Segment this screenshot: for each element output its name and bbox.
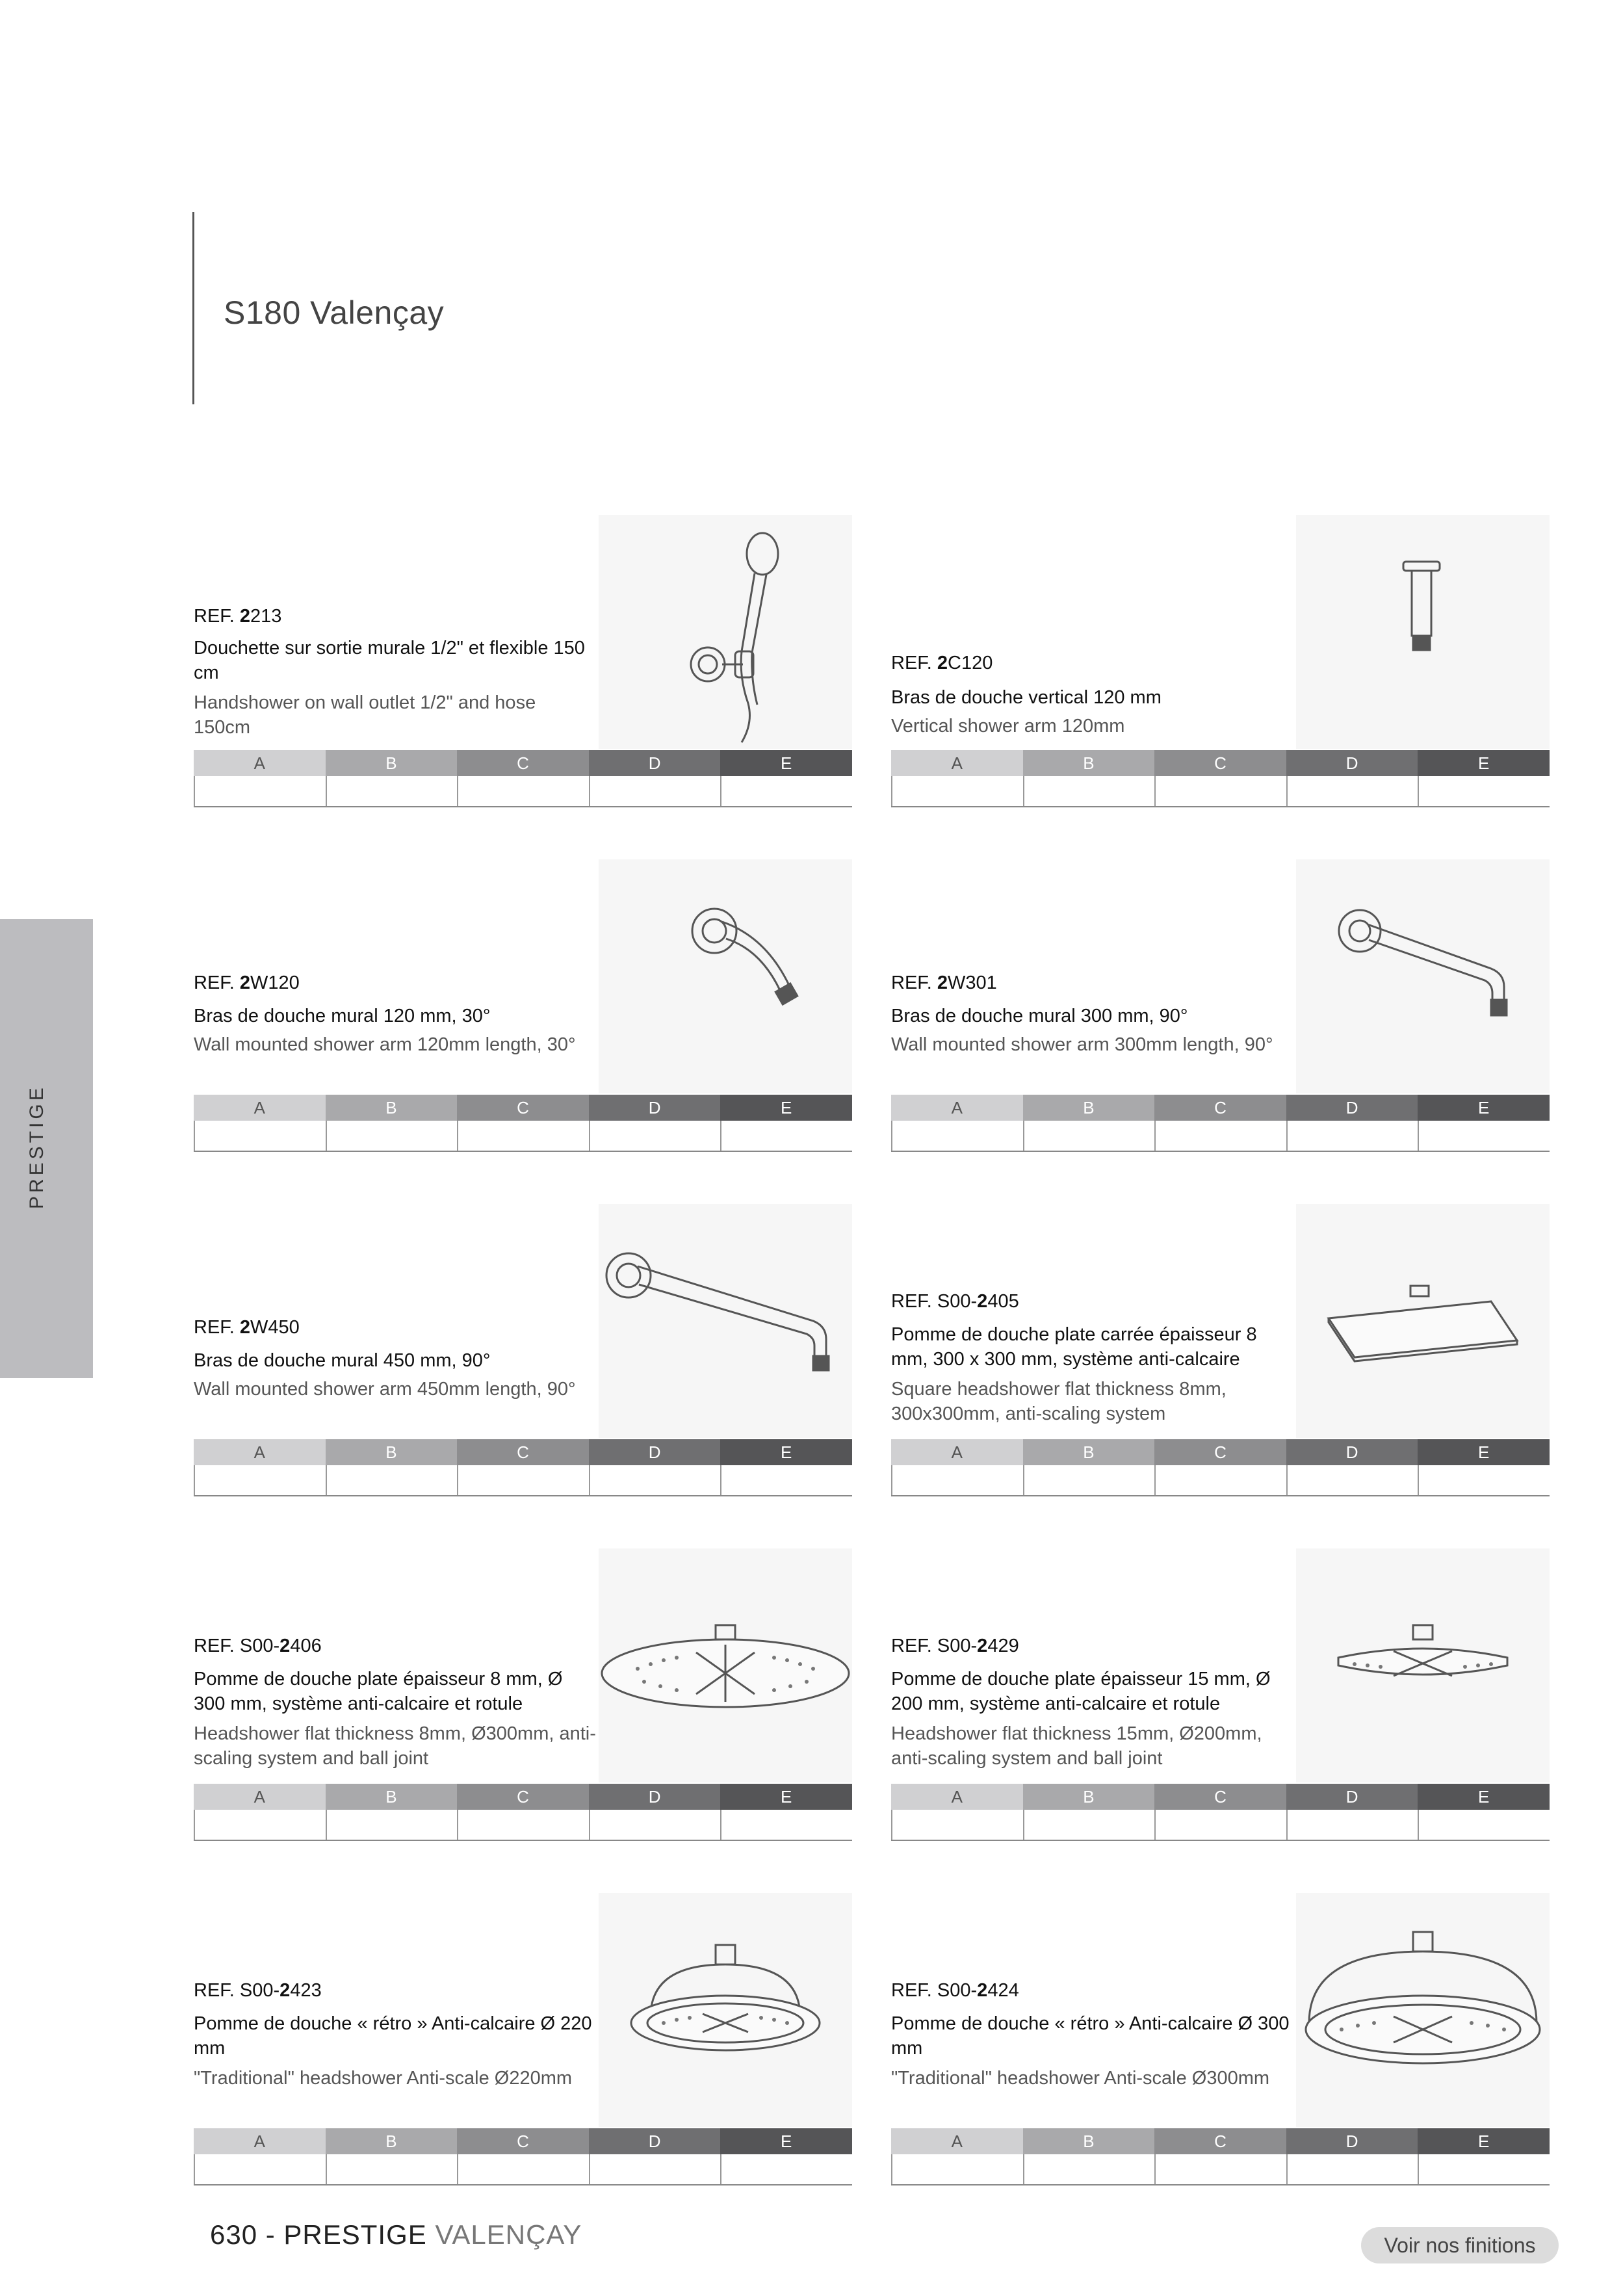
finish-grid: A B C D E	[194, 1095, 852, 1152]
product-ref: REF. 2213	[194, 606, 282, 627]
finish-grid: A B C D E	[194, 1784, 852, 1841]
product-image	[1296, 1893, 1550, 2127]
side-tab-label: PRESTIGE	[26, 1084, 47, 1209]
product-ref: REF. S00-2405	[891, 1291, 1019, 1312]
product-desc-fr: Pomme de douche plate épaisseur 8 mm, Ø 300 mm, système anti-calcaire et rotule	[194, 1669, 563, 1714]
product-image	[599, 859, 852, 1093]
product-card	[891, 515, 1550, 807]
product-card	[194, 859, 852, 1152]
page-footer: 630 - PRESTIGE VALENÇAY	[210, 2219, 582, 2250]
product-image	[1296, 1548, 1550, 1782]
product-card	[891, 859, 1550, 1152]
product-image	[599, 515, 852, 749]
product-image	[1296, 1204, 1550, 1438]
finish-grid: A B C D E	[891, 1095, 1550, 1152]
see-finishes-button[interactable]: Voir nos finitions	[1361, 2227, 1559, 2263]
product-desc-en: Wall mounted shower arm 300mm length, 90°	[891, 1034, 1273, 1055]
product-desc-fr: Pomme de douche « rétro » Anti-calcaire Ø 220 mm	[194, 2013, 592, 2059]
product-desc-en: "Traditional" headshower Anti-scale Ø300mm	[891, 2068, 1270, 2089]
product-ref: REF. S00-2424	[891, 1980, 1019, 2001]
product-card	[891, 1893, 1550, 2185]
finish-grid: A B C D E	[891, 1784, 1550, 1841]
product-desc-fr: Bras de douche mural 450 mm, 90°	[194, 1350, 491, 1371]
product-image	[1296, 515, 1550, 749]
product-ref: REF. 2W301	[891, 972, 997, 993]
product-desc-en: Square headshower flat thickness 8mm, 300x300mm, anti-scaling system	[891, 1379, 1227, 1424]
product-card	[194, 1548, 852, 1841]
product-desc-en: Headshower flat thickness 8mm, Ø300mm, anti-scaling system and ball joint	[194, 1723, 596, 1769]
product-desc-fr: Bras de douche mural 120 mm, 30°	[194, 1006, 491, 1026]
product-desc-en: Headshower flat thickness 15mm, Ø200mm, anti-scaling system and ball joint	[891, 1723, 1262, 1769]
product-desc-en: Vertical shower arm 120mm	[891, 716, 1125, 737]
product-ref: REF. S00-2429	[891, 1636, 1019, 1656]
finish-grid: A B C D E	[891, 2128, 1550, 2185]
product-image	[599, 1548, 852, 1782]
product-card	[194, 515, 852, 807]
product-image	[599, 1204, 852, 1438]
product-desc-en: "Traditional" headshower Anti-scale Ø220mm	[194, 2068, 573, 2089]
product-desc-fr: Pomme de douche plate carrée épaisseur 8 mm, 300 x 300 mm, système anti-calcaire	[891, 1324, 1257, 1370]
product-desc-fr: Douchette sur sortie murale 1/2" et flexible 150 cm	[194, 638, 585, 683]
product-ref: REF. 2W120	[194, 972, 300, 993]
product-desc-fr: Pomme de douche plate épaisseur 15 mm, Ø 200 mm, système anti-calcaire et rotule	[891, 1669, 1271, 1714]
finish-grid: A B C D E	[891, 1439, 1550, 1496]
product-desc-fr: Pomme de douche « rétro » Anti-calcaire Ø 300 mm	[891, 2013, 1290, 2059]
product-card	[891, 1204, 1550, 1496]
product-card	[194, 1893, 852, 2185]
page-title: S180 Valençay	[224, 294, 445, 331]
product-ref: REF. S00-2406	[194, 1636, 322, 1656]
product-card	[194, 1204, 852, 1496]
title-rule	[192, 212, 194, 404]
finish-grid: A B C D E	[194, 1439, 852, 1496]
product-ref: REF. 2W450	[194, 1317, 300, 1338]
product-desc-fr: Bras de douche vertical 120 mm	[891, 687, 1162, 708]
product-desc-fr: Bras de douche mural 300 mm, 90°	[891, 1006, 1188, 1026]
product-ref: REF. 2C120	[891, 653, 993, 673]
finish-grid: A B C D E	[891, 750, 1550, 807]
product-image	[599, 1893, 852, 2127]
product-desc-en: Wall mounted shower arm 450mm length, 90°	[194, 1379, 576, 1400]
product-ref: REF. S00-2423	[194, 1980, 322, 2001]
product-card	[891, 1548, 1550, 1841]
product-image	[1296, 859, 1550, 1093]
product-desc-en: Wall mounted shower arm 120mm length, 30°	[194, 1034, 576, 1055]
finish-grid: A B C D E	[194, 2128, 852, 2185]
finish-grid: A B C D E	[194, 750, 852, 807]
product-desc-en: Handshower on wall outlet 1/2" and hose 150cm	[194, 692, 536, 738]
